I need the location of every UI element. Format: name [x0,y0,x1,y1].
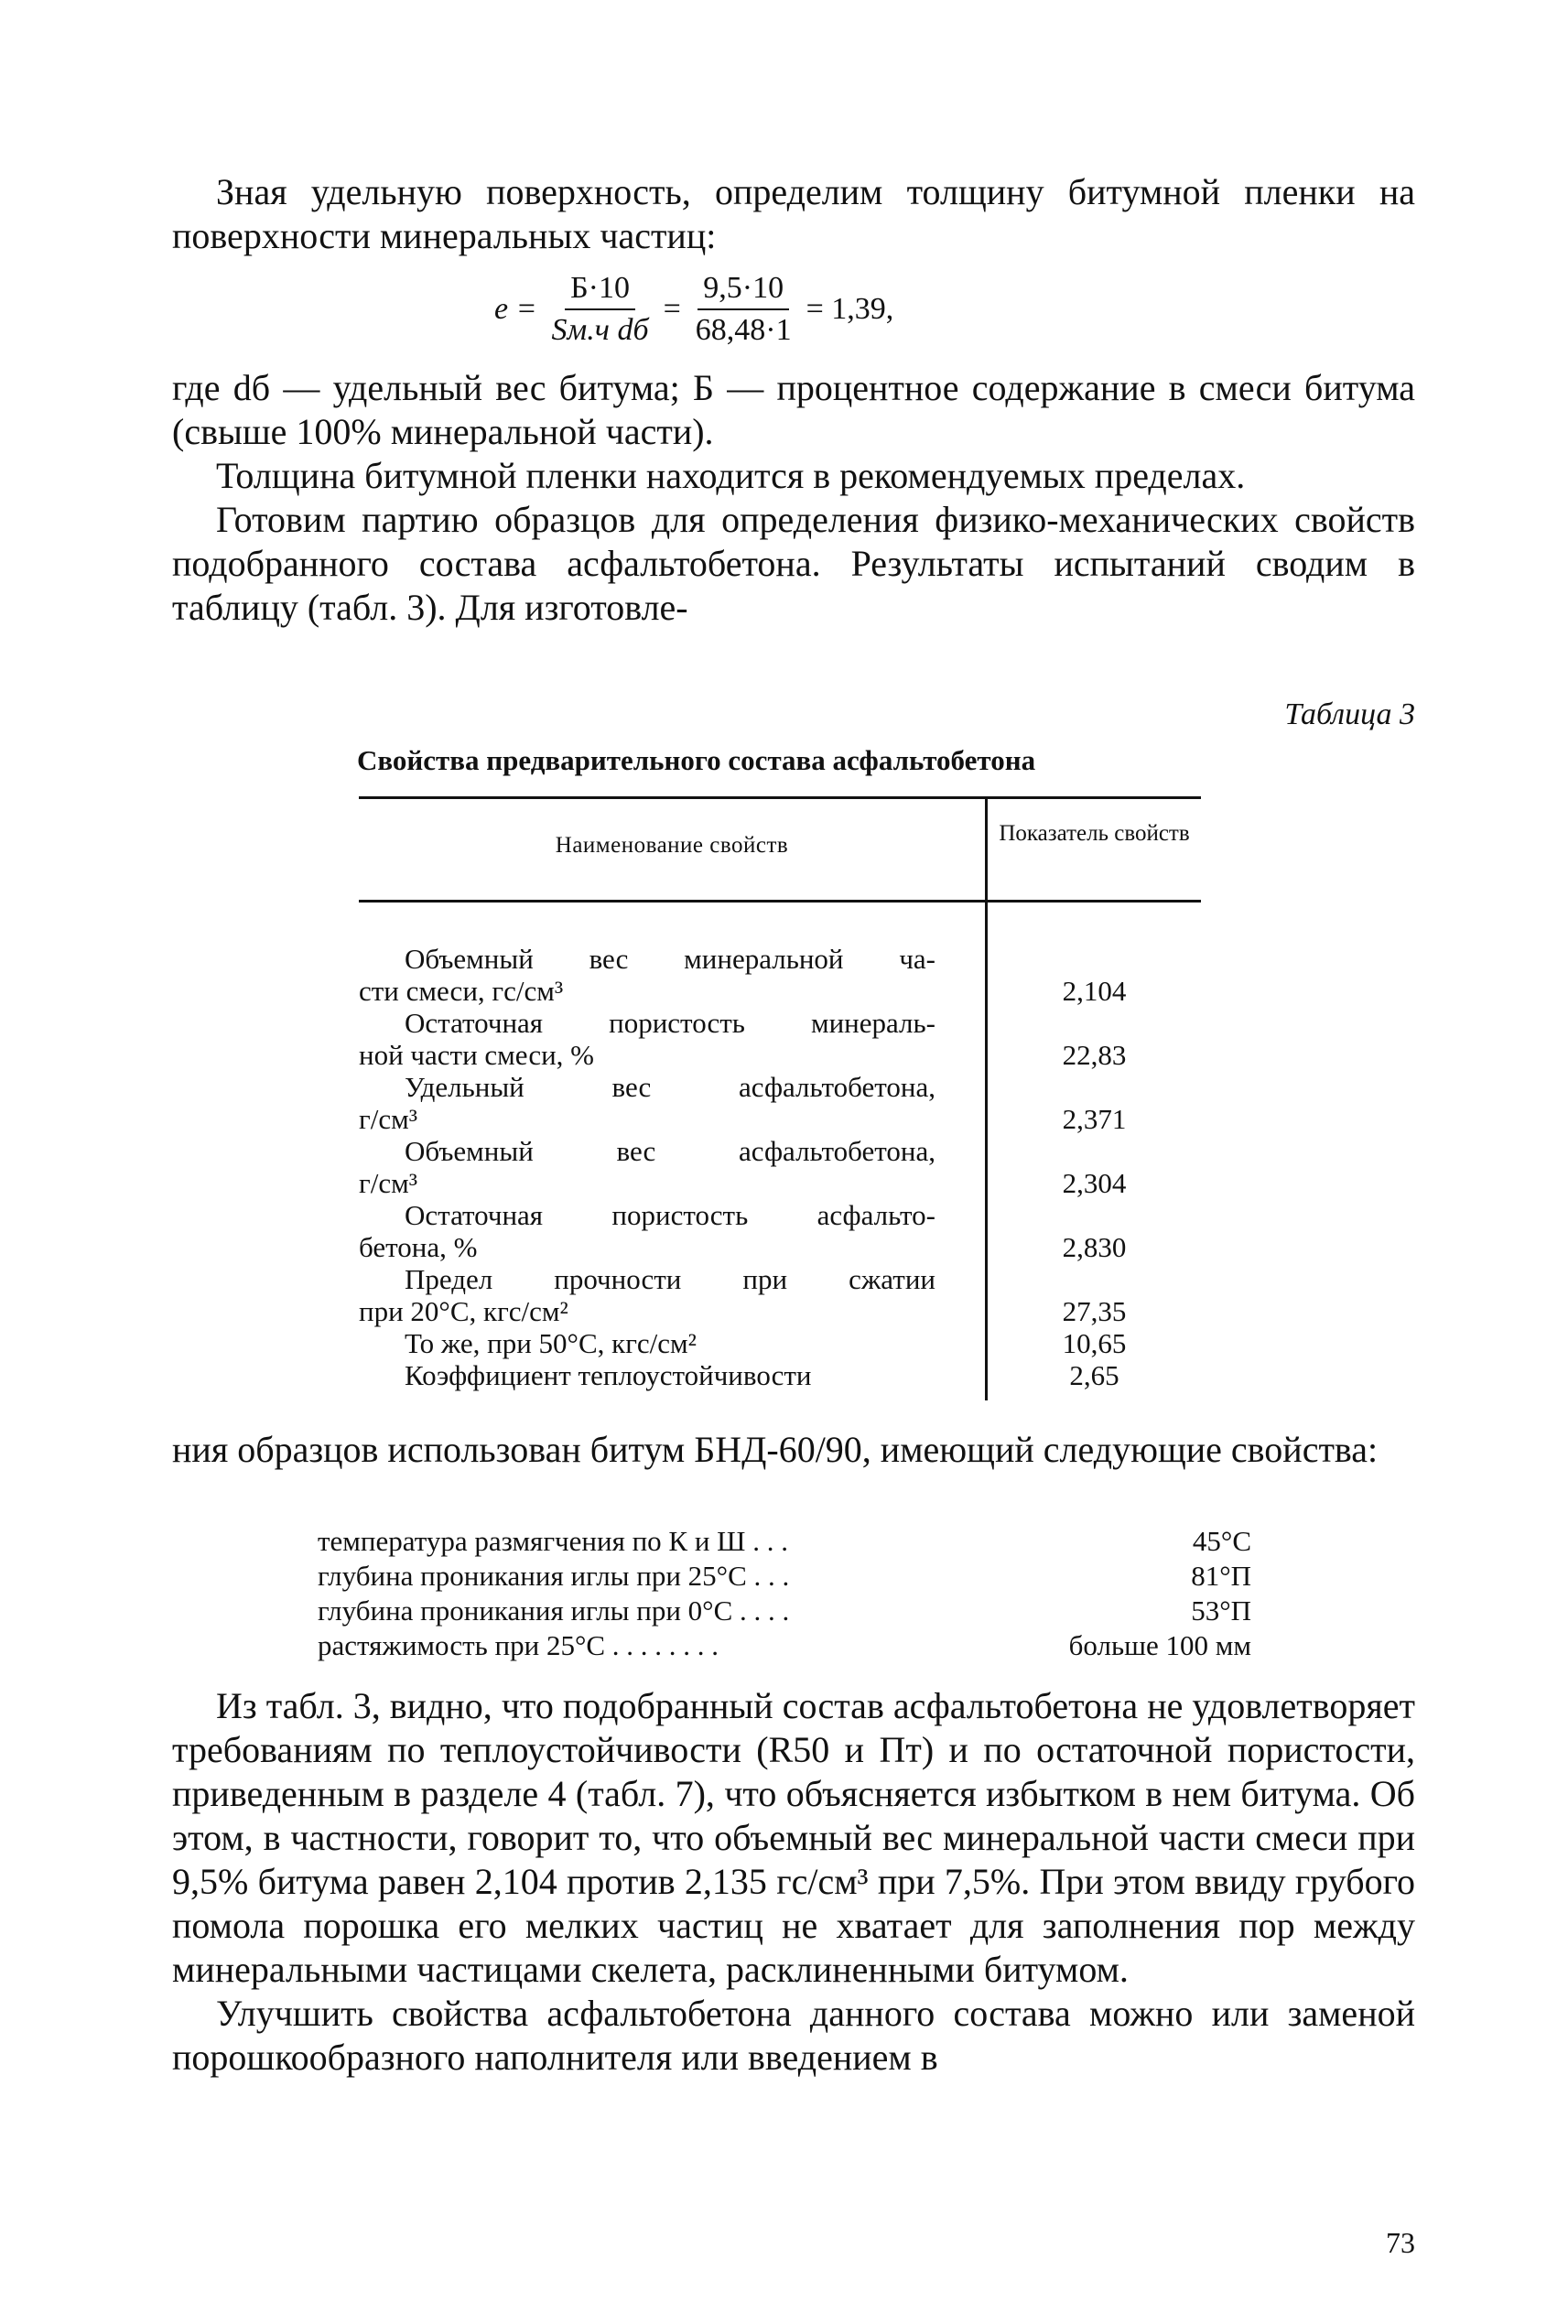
table-cell-name-line1: То же, при 50°С, кгс/см² [405,1327,697,1359]
table-cell-name [359,1071,935,1135]
table-title: Свойства предварительного состава асфальтобетона [357,744,1036,776]
table-cell-name-line1: Объемный вес минеральной ча- [405,943,935,975]
formula-frac2-denominator: 68,48·1 [695,313,792,347]
bitumen-properties-list [318,1524,1251,1663]
formula-fraction-1 [546,270,654,349]
list-item [318,1524,1251,1559]
table-header-rule [359,900,1201,903]
text-block-top [172,170,1415,258]
paragraph-samples: Готовим партию образцов для определения физико-механических свойств подобранного состава асфальтобетона. Результаты испытаний сводим в таблицу (табл. 3). Для изготовле- [172,499,1415,628]
table-cell-value: 27,35 [1062,1295,1127,1327]
table-cell-name-line1: Остаточная пористость асфальто- [405,1199,935,1231]
table-cell-name-line2: бетона, % [359,1231,478,1263]
bitumen-property-value: 81°П [1191,1560,1251,1592]
table-cell-name [359,1263,935,1327]
text-block-bottom [172,1684,1415,2080]
table-cell-name-line1: Удельный вес асфальтобетона, [405,1071,935,1103]
table-cell-name-line2: ной части смеси, % [359,1039,595,1071]
formula-fraction-2 [690,270,797,349]
bitumen-property-value: больше 100 мм [1068,1629,1251,1661]
page-number: 73 [1386,2226,1415,2259]
paragraph-film-ok: Толщина битумной пленки находится в рекомендуемых пределах. [216,455,1246,496]
table-header-name: Наименование свойств [555,833,789,858]
table-cell-value: 10,65 [1062,1327,1127,1359]
formula-result: = 1,39, [806,292,894,326]
paragraph-bitumen: ния образцов использован битум БНД-60/90, имеющий следующие свойства: [172,1429,1379,1470]
table-cell-value: 22,83 [1062,1039,1127,1071]
table-header-value: Показатель свойств [999,821,1190,846]
formula-lhs: e = [494,292,537,326]
table-cell-name-line1: Коэффициент теплоустойчивости [405,1359,812,1391]
formula-equals: = [663,292,681,326]
table-number: Таблица 3 [1284,697,1415,731]
table-cell-value: 2,371 [1062,1103,1127,1135]
paragraph-intro: Зная удельную поверхность, определим толщину битумной пленки на поверхности минеральных частиц: [172,171,1415,256]
bitumen-property-name: глубина проникания иглы при 25°С . . . [318,1560,790,1592]
bitumen-property-name: глубина проникания иглы при 0°С . . . . [318,1594,790,1627]
list-item [318,1594,1251,1628]
table-top-rule [359,796,1201,799]
formula-film-thickness [494,264,893,355]
formula-frac2-numerator: 9,5·10 [697,270,789,310]
table-cell-name [359,1135,935,1199]
paragraph-analysis: Из табл. 3, видно, что подобранный состав асфальтобетона не удовлетворяет требованиям по теплоустойчивости (R50 и Пт) и по остаточной пористости, приведенным в разделе 4 (табл. 7), что объясняется избытком в нем битума. Об этом, в частности, говорит то, что объемный вес минеральной части смеси при 9,5% битума равен 2,104 против 2,135 гс/см³ при 7,5%. При этом ввиду грубого помола порошка его мелких частиц не хватает для заполнения пор между минеральными частицами скелета, расклиненными битумом. [172,1685,1415,1990]
text-block-bitumen [172,1428,1415,1472]
list-item [318,1628,1251,1663]
paragraph-legend: где dб — удельный вес битума; Б — процентное содержание в смеси битума (свыше 100% минеральной части). [172,367,1415,452]
table-cell-name-line2: при 20°С, кгс/см² [359,1295,568,1327]
table-cell-name-line1: Предел прочности при сжатии [405,1263,935,1295]
table-cell-value: 2,830 [1062,1231,1127,1263]
table-cell-name [359,943,935,1007]
bitumen-property-name: растяжимость при 25°С . . . . . . . . [318,1629,719,1661]
bitumen-property-value: 53°П [1191,1594,1251,1627]
formula-frac1-denominator: Sм.ч dб [551,313,649,347]
bitumen-property-value: 45°С [1192,1525,1251,1557]
table-cell-name-line2: г/см³ [359,1103,417,1135]
bitumen-property-name: температура размягчения по К и Ш . . . [318,1525,788,1557]
table-cell-name [359,1199,935,1263]
table-cell-name-line1: Объемный вес асфальтобетона, [405,1135,935,1167]
paragraph-improve: Улучшить свойства асфальтобетона данного состава можно или заменой порошкообразного наполнителя или введением в [172,1993,1415,2078]
table-cell-name-line2: сти смеси, гс/см³ [359,975,564,1007]
table-cell-value: 2,65 [1069,1359,1119,1391]
text-block-middle [172,366,1415,630]
table-cell-name-line2: г/см³ [359,1167,417,1199]
table-cell-name [359,1007,935,1071]
table-cell-value: 2,104 [1062,975,1127,1007]
table-cell-name-line1: Остаточная пористость минераль- [405,1007,935,1039]
list-item [318,1559,1251,1594]
table-cell-name [359,1359,935,1391]
table-cell-name [359,1327,935,1359]
table-cell-value: 2,304 [1062,1167,1127,1199]
formula-frac1-numerator: Б·10 [565,270,635,310]
